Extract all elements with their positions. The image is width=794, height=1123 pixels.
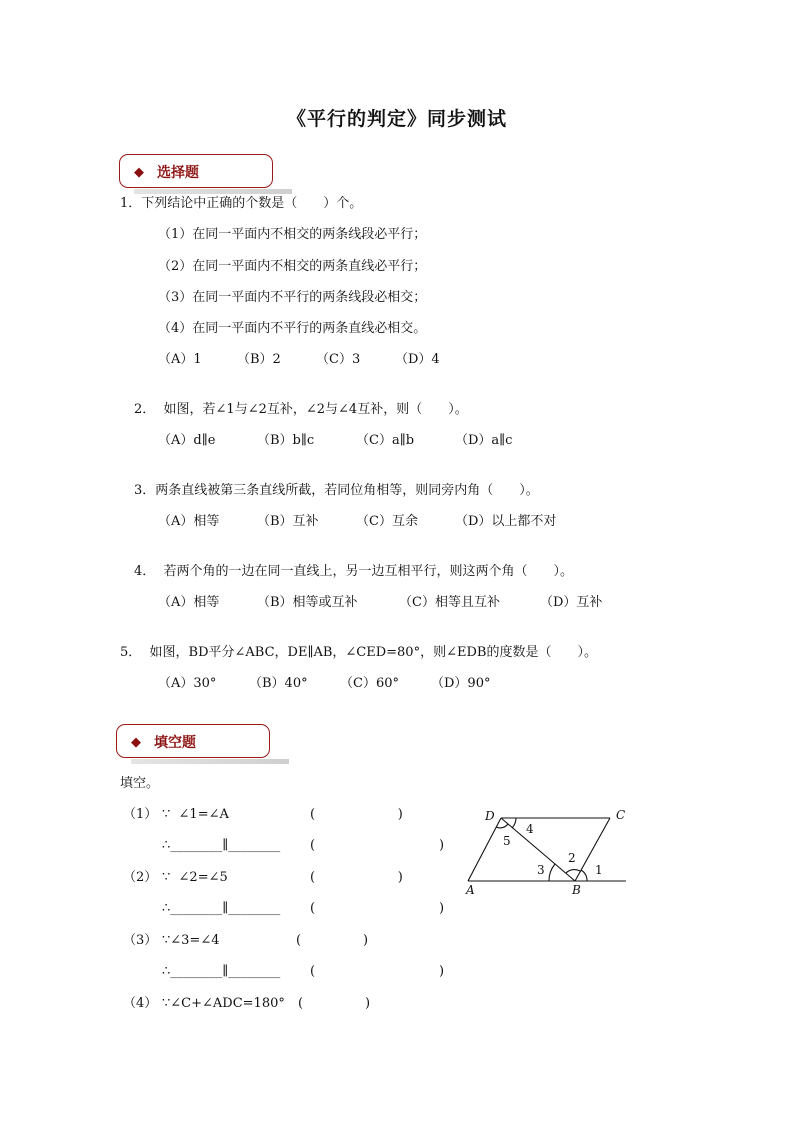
question-1-option-b: （B）2 xyxy=(237,352,281,367)
fill-intro: 填空。 xyxy=(120,776,160,791)
question-1-option-d: （D）4 xyxy=(395,352,440,367)
fill-1-conclusion: ∴________∥________ xyxy=(162,838,281,853)
fill-3-conclusion-reason: ( ) xyxy=(310,964,445,979)
question-1-item-2: （2）在同一平面内不相交的两条直线必平行； xyxy=(158,259,427,274)
question-4-option-c: （C）相等且互补 xyxy=(399,595,500,610)
question-3-option-d: （D）以上都不对 xyxy=(455,514,557,529)
question-1-item-1: （1）在同一平面内不相交的两条线段必平行； xyxy=(158,227,427,242)
fill-2-reason: ( ) xyxy=(310,870,403,885)
fill-2-conclusion-reason: ( ) xyxy=(310,901,445,916)
question-4-option-d: （D）互补 xyxy=(540,595,603,610)
segment-cb xyxy=(575,818,610,881)
question-3-stem: 3．两条直线被第三条直线所截，若同位角相等，则同旁内角（ ）。 xyxy=(134,483,539,498)
vertex-label-b: B xyxy=(572,883,581,897)
question-4-option-b: （B）相等或互补 xyxy=(257,595,358,610)
question-2-option-b: （B）b∥c xyxy=(257,433,315,448)
fill-1-conclusion-reason: ( ) xyxy=(310,838,445,853)
angle-arc-3 xyxy=(549,864,555,881)
question-5-option-b: （B）40° xyxy=(249,676,308,691)
fill-1-reason: ( ) xyxy=(310,807,403,822)
fill-2-conclusion: ∴________∥________ xyxy=(162,901,281,916)
question-5-option-d: （D）90° xyxy=(431,676,491,691)
diamond-icon: ◆ xyxy=(131,735,141,750)
angle-label-4: 4 xyxy=(526,822,534,836)
question-1-item-3: （3）在同一平面内不平行的两条线段必相交； xyxy=(158,290,427,305)
angle-arc-2 xyxy=(566,870,580,873)
question-2-option-d: （D）a∥c xyxy=(455,433,513,448)
section-title-choice: 选择题 xyxy=(157,165,199,181)
angle-label-2: 2 xyxy=(568,851,576,865)
banner-shadow xyxy=(131,759,289,764)
fill-4-reason: ( ) xyxy=(298,996,371,1011)
question-5-option-c: （C）60° xyxy=(340,676,399,691)
fill-2-number: （2） xyxy=(123,870,158,885)
fill-3-number: （3） xyxy=(123,933,158,948)
vertex-label-a: A xyxy=(466,883,475,897)
fill-2-given: ∵ ∠2=∠5 xyxy=(162,870,228,885)
angle-label-5: 5 xyxy=(503,834,511,848)
question-4-stem: 4． 若两个角的一边在同一直线上，另一边互相平行，则这两个角（ ）。 xyxy=(134,564,574,579)
fill-3-conclusion: ∴________∥________ xyxy=(162,964,281,979)
question-1-option-c: （C）3 xyxy=(316,352,361,367)
question-5-option-a: （A）30° xyxy=(158,676,217,691)
question-3-option-b: （B）互补 xyxy=(257,514,319,529)
geometry-diagram xyxy=(460,800,635,900)
question-5-stem: 5． 如图，BD平分∠ABC，DE∥AB，∠CED=80°，则∠EDB的度数是（ ）。 xyxy=(120,645,597,660)
angle-label-3: 3 xyxy=(537,863,545,877)
question-4-option-a: （A）相等 xyxy=(158,595,220,610)
page-title: 《平行的判定》同步测试 xyxy=(286,108,507,130)
angle-label-1: 1 xyxy=(595,863,603,877)
fill-3-reason: ( ) xyxy=(296,933,369,948)
question-2-option-c: （C）a∥b xyxy=(356,433,415,448)
question-3-option-c: （C）互余 xyxy=(356,514,418,529)
question-1-item-4: （4）在同一平面内不平行的两条直线必相交。 xyxy=(158,321,427,336)
fill-4-given: ∵∠C+∠ADC=180° xyxy=(162,996,285,1011)
section-banner-choice xyxy=(119,154,273,188)
diamond-icon: ◆ xyxy=(134,165,144,180)
fill-4-number: （4） xyxy=(123,996,158,1011)
angle-arc-4 xyxy=(512,818,516,828)
question-3-option-a: （A）相等 xyxy=(158,514,220,529)
fill-1-given: ∵ ∠1=∠A xyxy=(162,807,229,822)
vertex-label-d: D xyxy=(485,809,495,823)
angle-arc-1 xyxy=(581,870,587,881)
question-2-stem: 2． 如图，若∠1与∠2互补，∠2与∠4互补，则（ ）。 xyxy=(134,402,468,417)
question-2-option-a: （A）d∥e xyxy=(158,433,216,448)
question-1-option-a: （A）1 xyxy=(158,352,202,367)
section-banner-fill xyxy=(116,724,270,758)
fill-3-given: ∵∠3=∠4 xyxy=(162,933,220,948)
banner-shadow xyxy=(134,189,292,194)
section-title-fill: 填空题 xyxy=(154,735,196,751)
fill-1-number: （1） xyxy=(123,807,158,822)
vertex-label-c: C xyxy=(616,808,626,822)
question-1-stem: 1．下列结论中正确的个数是（ ）个。 xyxy=(120,196,363,211)
